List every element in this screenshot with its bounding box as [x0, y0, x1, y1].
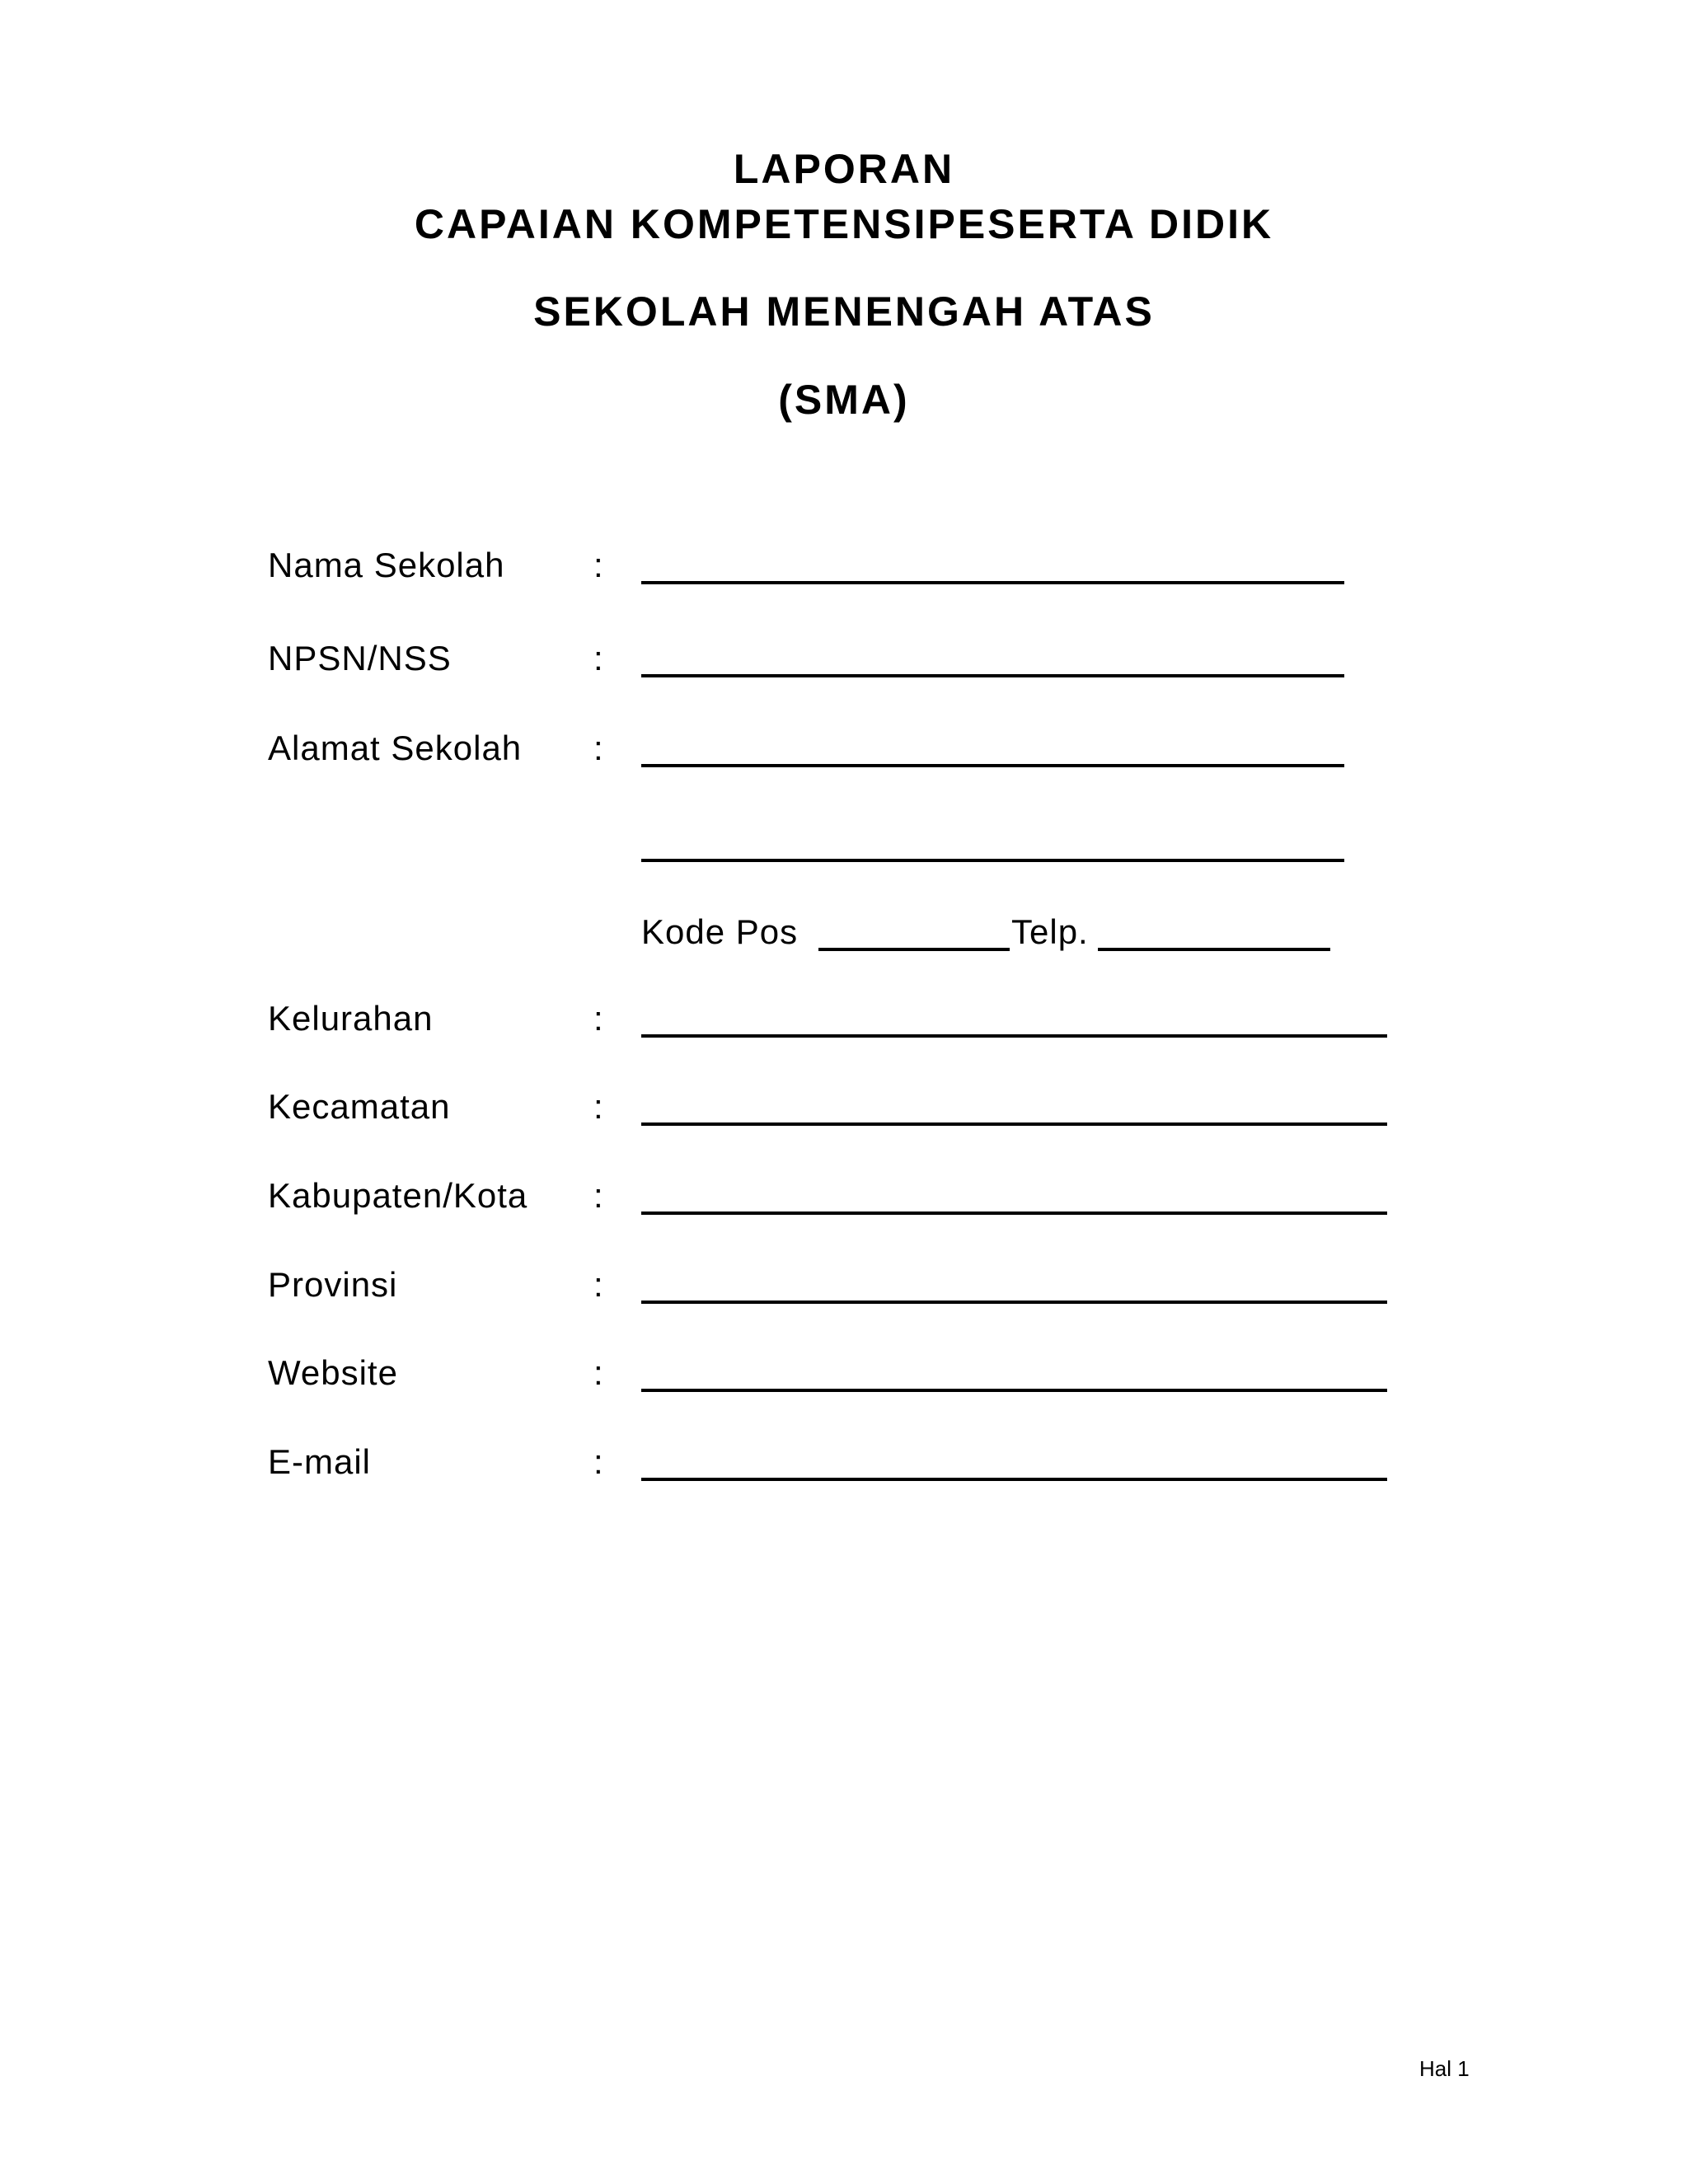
provinsi-blank[interactable]: [641, 1301, 1387, 1304]
field-separator: :: [593, 639, 603, 677]
field-label-website: Website: [268, 1353, 398, 1392]
telp-blank[interactable]: [1098, 948, 1330, 951]
kode-pos-label: Kode Pos: [641, 912, 799, 951]
field-label-kelurahan: Kelurahan: [268, 999, 434, 1038]
field-separator: :: [593, 1353, 603, 1392]
kode-pos-blank[interactable]: [818, 948, 1010, 951]
page-number: Hal 1: [1419, 2056, 1470, 2081]
field-separator: :: [593, 1442, 603, 1481]
field-label-kabupaten-kota: Kabupaten/Kota: [268, 1176, 528, 1215]
website-blank[interactable]: [641, 1389, 1387, 1392]
report-title: LAPORAN: [733, 146, 955, 192]
kabupaten-kota-blank[interactable]: [641, 1212, 1387, 1215]
report-subtitle: CAPAIAN KOMPETENSIPESERTA DIDIK: [414, 201, 1274, 247]
nama-sekolah-blank[interactable]: [641, 581, 1344, 584]
field-separator: :: [593, 1087, 603, 1126]
field-separator: :: [593, 1265, 603, 1304]
field-label-nama-sekolah: Nama Sekolah: [268, 546, 505, 584]
telp-label: Telp.: [1011, 912, 1089, 951]
field-separator: :: [593, 1176, 603, 1215]
field-label-npsn: NPSN/NSS: [268, 639, 452, 677]
email-blank[interactable]: [641, 1478, 1387, 1481]
school-level-title: SEKOLAH MENENGAH ATAS: [533, 288, 1155, 335]
school-level-abbrev: (SMA): [778, 377, 910, 423]
field-separator: :: [593, 729, 603, 767]
field-label-kecamatan: Kecamatan: [268, 1087, 451, 1126]
kelurahan-blank[interactable]: [641, 1034, 1387, 1038]
kecamatan-blank[interactable]: [641, 1122, 1387, 1126]
field-label-provinsi: Provinsi: [268, 1265, 398, 1304]
alamat-sekolah-blank-2[interactable]: [641, 859, 1344, 862]
field-separator: :: [593, 999, 603, 1038]
npsn-blank[interactable]: [641, 674, 1344, 677]
field-label-email: E-mail: [268, 1442, 372, 1481]
field-label-alamat-sekolah: Alamat Sekolah: [268, 729, 523, 767]
alamat-sekolah-blank-1[interactable]: [641, 764, 1344, 767]
field-separator: :: [593, 546, 603, 584]
